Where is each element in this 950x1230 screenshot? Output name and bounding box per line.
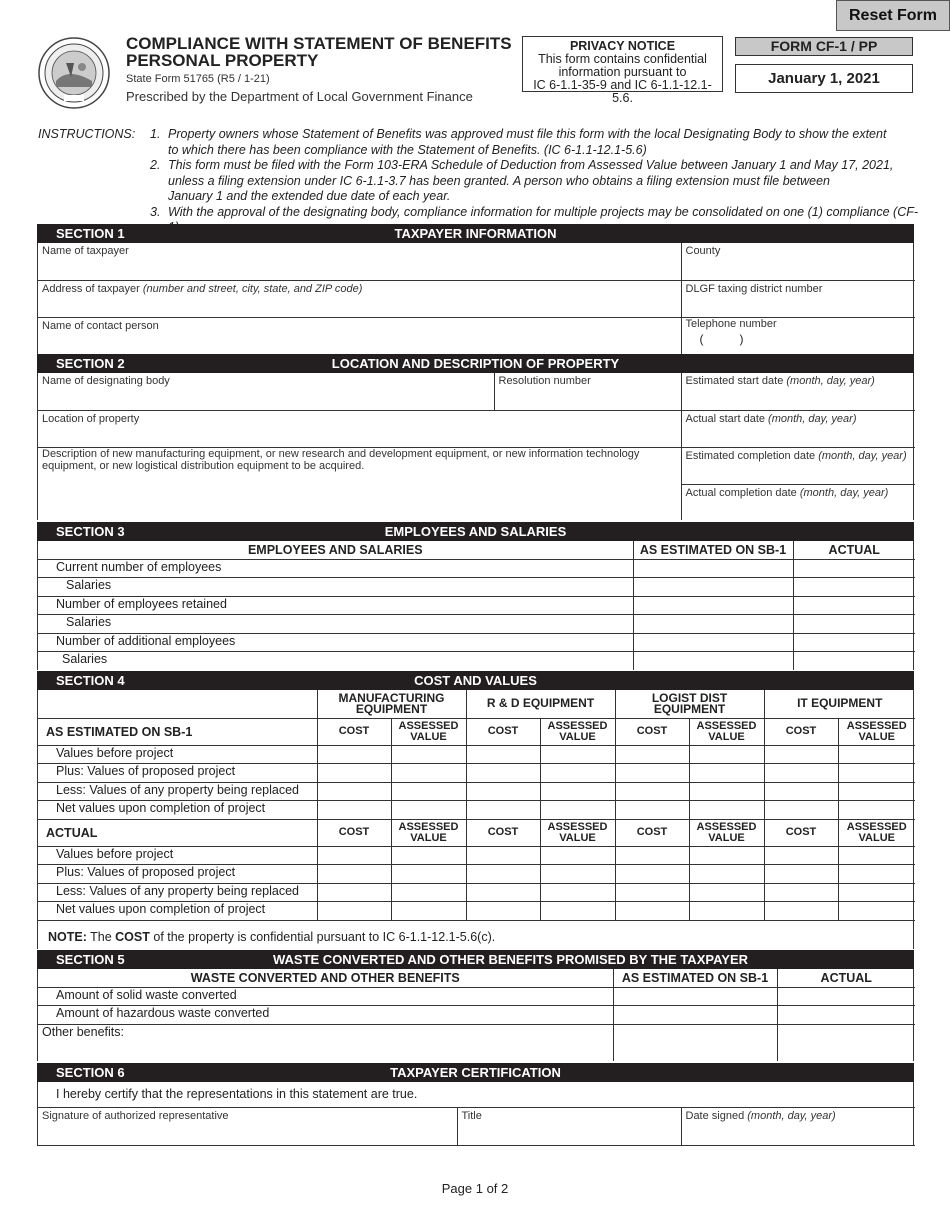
cost-header: COST xyxy=(466,819,540,846)
assessed-value-header: ASSESSED VALUE xyxy=(391,819,466,846)
table-row-label: Salaries xyxy=(38,652,633,671)
section-number: SECTION 1 xyxy=(56,226,125,241)
page-number: Page 1 of 2 xyxy=(441,1181,509,1196)
field-label: Estimated completion date (month, day, year) xyxy=(685,449,907,462)
section-5-header xyxy=(37,950,914,969)
value-cell[interactable] xyxy=(391,846,466,865)
table-row-label: Plus: Values of proposed project xyxy=(38,865,317,884)
table-row-label: Less: Values of any property being replaced xyxy=(38,782,317,801)
value-cell[interactable] xyxy=(764,764,838,783)
reset-form-button[interactable]: Reset Form xyxy=(836,0,950,31)
field-label: County xyxy=(685,245,721,257)
value-cell[interactable] xyxy=(615,883,689,902)
value-cell[interactable] xyxy=(615,902,689,921)
form-title xyxy=(126,35,526,69)
table-row-label: Current number of employees xyxy=(38,559,633,578)
state-seal-logo xyxy=(38,37,110,109)
value-cell[interactable] xyxy=(615,782,689,801)
estimated-cell[interactable] xyxy=(633,559,793,578)
field-label: Location of property xyxy=(42,412,140,425)
privacy-notice-box xyxy=(522,36,723,105)
cost-confidential-note: NOTE: The COST of the property is confidential pursuant to IC 6-1.1-12.1-5.6(c). xyxy=(48,930,496,944)
cost-header: COST xyxy=(764,718,838,745)
actual-cell[interactable] xyxy=(777,987,915,1006)
section-number: SECTION 4 xyxy=(56,673,125,688)
estimated-cell[interactable] xyxy=(633,578,793,597)
title-line-2: PERSONAL PROPERTY xyxy=(126,51,319,70)
border-line xyxy=(37,921,38,949)
table-row-label: Plus: Values of proposed project xyxy=(38,764,317,783)
cost-header: COST xyxy=(466,718,540,745)
value-cell[interactable] xyxy=(838,745,915,764)
county-field[interactable] xyxy=(681,243,915,280)
privacy-heading: PRIVACY NOTICE xyxy=(569,39,676,53)
value-cell[interactable] xyxy=(540,846,615,865)
field-label: Name of contact person xyxy=(42,319,159,332)
value-cell[interactable] xyxy=(838,883,915,902)
value-cell[interactable] xyxy=(540,764,615,783)
table-row-label: Amount of hazardous waste converted xyxy=(38,1006,613,1025)
border-line xyxy=(913,921,914,949)
value-cell[interactable] xyxy=(689,902,764,921)
actual-cell[interactable] xyxy=(793,559,915,578)
instruction-number: 1. xyxy=(150,127,161,141)
estimated-start-date-field[interactable] xyxy=(681,373,915,410)
field-label: Actual start date (month, day, year) xyxy=(685,412,857,425)
section-title: EMPLOYEES AND SALARIES xyxy=(384,524,567,539)
actual-cell[interactable] xyxy=(793,633,915,652)
field-label: Telephone number xyxy=(685,317,777,330)
value-cell[interactable] xyxy=(317,883,391,902)
value-cell[interactable] xyxy=(317,782,391,801)
value-cell[interactable] xyxy=(838,902,915,921)
assessed-value-header: ASSESSED VALUE xyxy=(540,819,615,846)
estimated-column-header: AS ESTIMATED ON SB-1 xyxy=(613,969,777,987)
assessed-value-header: ASSESSED VALUE xyxy=(838,819,915,846)
value-cell[interactable] xyxy=(391,745,466,764)
value-cell[interactable] xyxy=(689,745,764,764)
value-cell[interactable] xyxy=(764,846,838,865)
value-cell[interactable] xyxy=(540,745,615,764)
table-row-label: Less: Values of any property being replaced xyxy=(38,883,317,902)
instruction-number: 3. xyxy=(150,204,161,219)
value-cell[interactable] xyxy=(540,782,615,801)
value-cell[interactable] xyxy=(689,846,764,865)
value-cell[interactable] xyxy=(615,745,689,764)
table-row-label: Salaries xyxy=(38,615,633,634)
value-cell[interactable] xyxy=(540,865,615,884)
instruction-text xyxy=(168,158,893,205)
value-cell[interactable] xyxy=(615,764,689,783)
assessed-value-header: ASSESSED VALUE xyxy=(838,718,915,745)
section-title: TAXPAYER INFORMATION xyxy=(394,226,557,241)
value-cell[interactable] xyxy=(466,782,540,801)
value-cell[interactable] xyxy=(764,902,838,921)
actual-cell[interactable] xyxy=(777,1006,915,1025)
estimated-column-header: AS ESTIMATED ON SB-1 xyxy=(633,541,793,559)
actual-column-header: ACTUAL xyxy=(793,541,915,559)
field-label: Date signed (month, day, year) xyxy=(685,1109,836,1122)
dlgf-district-field[interactable] xyxy=(681,280,915,317)
value-cell[interactable] xyxy=(391,782,466,801)
certification-statement: I hereby certify that the representations in this statement are true. xyxy=(38,1082,915,1107)
instruction-line: unless a filing extension under IC 6-1.1-3.7 has been granted. A person who obtains a filing extension must file between xyxy=(168,173,830,188)
state-form-number: State Form 51765 (R5 / 1-21) xyxy=(126,73,270,85)
value-cell[interactable] xyxy=(764,782,838,801)
section-3-header xyxy=(37,522,914,541)
assessed-value-header: ASSESSED VALUE xyxy=(391,718,466,745)
cost-header: COST xyxy=(615,718,689,745)
value-cell[interactable] xyxy=(764,745,838,764)
value-cell[interactable] xyxy=(466,865,540,884)
employees-column-header: EMPLOYEES AND SALARIES xyxy=(38,541,633,559)
actual-completion-date-field[interactable] xyxy=(681,484,915,520)
value-cell[interactable] xyxy=(838,782,915,801)
table-row-label: Values before project xyxy=(38,745,317,764)
instruction-item xyxy=(150,127,920,158)
table-row-label: Salaries xyxy=(38,578,633,597)
estimated-cell[interactable] xyxy=(633,615,793,634)
field-label: equipment, or new logistical distribution equipment to be acquired. xyxy=(42,459,365,472)
section-4-body xyxy=(37,690,914,921)
value-cell[interactable] xyxy=(689,883,764,902)
value-cell[interactable] xyxy=(466,745,540,764)
actual-cell[interactable] xyxy=(793,596,915,615)
estimated-cell[interactable] xyxy=(633,633,793,652)
field-label: DLGF taxing district number xyxy=(685,282,823,295)
value-cell[interactable] xyxy=(391,902,466,921)
section-title: COST AND VALUES xyxy=(414,673,537,688)
table-row-label: Number of additional employees xyxy=(38,633,633,652)
instruction-line: to which there has been compliance with the Statement of Benefits. (IC 6-1.1-12.1-5.6) xyxy=(168,142,647,157)
form-id-box: FORM CF-1 / PP xyxy=(735,37,913,56)
taxpayer-name-field[interactable] xyxy=(38,243,681,280)
prescribed-by: Prescribed by the Department of Local Government Finance xyxy=(126,89,473,104)
equipment-description-field[interactable] xyxy=(38,447,681,520)
instructions-list xyxy=(150,127,920,236)
section-4-header xyxy=(37,671,914,690)
value-cell[interactable] xyxy=(391,801,466,820)
property-location-field[interactable] xyxy=(38,410,681,447)
estimated-block-label: AS ESTIMATED ON SB-1 xyxy=(38,718,317,745)
instructions-label: INSTRUCTIONS: xyxy=(38,127,136,141)
value-cell[interactable] xyxy=(689,764,764,783)
section-2-body xyxy=(37,373,914,520)
resolution-number-field[interactable] xyxy=(494,373,681,410)
value-cell[interactable] xyxy=(317,764,391,783)
it-equipment-header: IT EQUIPMENT xyxy=(764,690,915,718)
instruction-text xyxy=(168,127,886,158)
cost-header: COST xyxy=(317,819,391,846)
telephone-field[interactable] xyxy=(681,317,915,354)
section-3-body xyxy=(37,541,914,670)
value-cell[interactable] xyxy=(317,801,391,820)
value-cell[interactable] xyxy=(689,782,764,801)
value-cell[interactable] xyxy=(540,902,615,921)
value-cell[interactable] xyxy=(317,865,391,884)
assessed-value-header: ASSESSED VALUE xyxy=(689,819,764,846)
actual-column-header: ACTUAL xyxy=(777,969,915,987)
value-cell[interactable] xyxy=(838,846,915,865)
value-cell[interactable] xyxy=(764,883,838,902)
value-cell[interactable] xyxy=(391,865,466,884)
estimated-cell[interactable] xyxy=(613,1006,777,1025)
estimated-cell[interactable] xyxy=(633,652,793,671)
table-row-label: Net values upon completion of project xyxy=(38,801,317,820)
section-number: SECTION 3 xyxy=(56,524,125,539)
value-cell[interactable] xyxy=(838,865,915,884)
value-cell[interactable] xyxy=(615,846,689,865)
section-1-header xyxy=(37,224,914,243)
value-cell[interactable] xyxy=(838,801,915,820)
phone-area-code: ( ) xyxy=(699,331,744,346)
instruction-line: This form must be filed with the Form 103-ERA Schedule of Deduction from Assessed Value between January 1 and May 17, 2021, xyxy=(168,158,894,172)
section-2-header xyxy=(37,354,914,373)
logist-dist-equipment-header: LOGIST DIST EQUIPMENT xyxy=(615,690,764,718)
section-number: SECTION 5 xyxy=(56,952,125,967)
section-1-body xyxy=(37,243,914,354)
section-title: WASTE CONVERTED AND OTHER BENEFITS PROMISED BY THE TAXPAYER xyxy=(272,952,749,967)
instruction-number: 2. xyxy=(150,158,161,172)
actual-cell[interactable] xyxy=(777,1024,915,1061)
field-label: Resolution number xyxy=(498,375,591,387)
field-label: Signature of authorized representative xyxy=(42,1109,229,1122)
blank-header-cell xyxy=(38,690,317,718)
actual-cell[interactable] xyxy=(793,615,915,634)
value-cell[interactable] xyxy=(540,883,615,902)
assessed-value-header: ASSESSED VALUE xyxy=(540,718,615,745)
cost-header: COST xyxy=(764,819,838,846)
value-cell[interactable] xyxy=(317,846,391,865)
estimated-cell[interactable] xyxy=(633,596,793,615)
field-label: Estimated start date (month, day, year) xyxy=(685,375,875,387)
value-cell[interactable] xyxy=(317,745,391,764)
form-date-box: January 1, 2021 xyxy=(735,64,913,93)
value-cell[interactable] xyxy=(764,865,838,884)
value-cell[interactable] xyxy=(764,801,838,820)
instruction-line: Property owners whose Statement of Benefits was approved must file this form with the local Designating Body to show the extent xyxy=(168,127,887,141)
value-cell[interactable] xyxy=(689,801,764,820)
section-5-body xyxy=(37,969,914,1061)
privacy-line-1: This form contains confidential xyxy=(538,52,707,66)
field-label: Address of taxpayer (number and street, city, state, and ZIP code) xyxy=(42,282,363,295)
section-6-body xyxy=(37,1082,914,1146)
assessed-value-header: ASSESSED VALUE xyxy=(689,718,764,745)
table-row-label: Values before project xyxy=(38,846,317,865)
value-cell[interactable] xyxy=(466,902,540,921)
field-label: Name of taxpayer xyxy=(42,245,129,257)
taxpayer-address-field[interactable] xyxy=(38,280,681,317)
title-field[interactable] xyxy=(457,1107,681,1145)
section-6-header xyxy=(37,1063,914,1082)
value-cell[interactable] xyxy=(317,902,391,921)
actual-block-label: ACTUAL xyxy=(38,819,317,846)
value-cell[interactable] xyxy=(391,764,466,783)
manufacturing-equipment-header: MANUFACTURING EQUIPMENT xyxy=(317,690,466,718)
value-cell[interactable] xyxy=(466,846,540,865)
section-number: SECTION 6 xyxy=(56,1065,125,1080)
value-cell[interactable] xyxy=(838,764,915,783)
value-cell[interactable] xyxy=(391,883,466,902)
waste-column-header: WASTE CONVERTED AND OTHER BENEFITS xyxy=(38,969,613,987)
instruction-line: January 1 and the extended due date of each year. xyxy=(168,189,451,203)
instruction-item xyxy=(150,158,920,205)
privacy-line-3: IC 6-1.1-35-9 and IC 6-1.1-12.1-5.6. xyxy=(533,78,712,105)
cost-header: COST xyxy=(317,718,391,745)
other-benefits-field[interactable] xyxy=(38,1024,613,1061)
contact-person-field[interactable] xyxy=(38,317,681,354)
instruction-line: With the approval of the designating body, compliance information for multiple projects may be consolidated on one (1) compliance (CF- xyxy=(168,204,919,219)
signature-field[interactable] xyxy=(38,1107,457,1145)
table-row-label: Amount of solid waste converted xyxy=(38,987,613,1006)
actual-start-date-field[interactable] xyxy=(681,410,915,447)
estimated-cell[interactable] xyxy=(613,1024,777,1061)
actual-cell[interactable] xyxy=(793,652,915,671)
field-label: Name of designating body xyxy=(42,375,170,387)
table-row-label: Net values upon completion of project xyxy=(38,902,317,921)
field-label: Other benefits: xyxy=(42,1024,124,1039)
value-cell[interactable] xyxy=(540,801,615,820)
section-title: LOCATION AND DESCRIPTION OF PROPERTY xyxy=(331,356,620,371)
value-cell[interactable] xyxy=(689,865,764,884)
section-number: SECTION 2 xyxy=(56,356,125,371)
estimated-cell[interactable] xyxy=(613,987,777,1006)
estimated-completion-date-field[interactable] xyxy=(681,447,915,484)
title-line-1: COMPLIANCE WITH STATEMENT OF BENEFITS xyxy=(126,34,512,53)
value-cell[interactable] xyxy=(466,764,540,783)
cost-header: COST xyxy=(615,819,689,846)
date-signed-field[interactable] xyxy=(681,1107,915,1145)
table-row-label: Number of employees retained xyxy=(38,596,633,615)
rd-equipment-header: R & D EQUIPMENT xyxy=(466,690,615,718)
value-cell[interactable] xyxy=(615,865,689,884)
field-label: Title xyxy=(461,1109,482,1122)
field-label: Description of new manufacturing equipment, or new research and development equipment, or new information technology xyxy=(42,447,640,460)
field-label: Actual completion date (month, day, year) xyxy=(685,486,889,499)
privacy-line-2: information pursuant to xyxy=(558,65,687,79)
section-title: TAXPAYER CERTIFICATION xyxy=(390,1065,561,1080)
actual-cell[interactable] xyxy=(793,578,915,597)
value-cell[interactable] xyxy=(615,801,689,820)
value-cell[interactable] xyxy=(466,883,540,902)
value-cell[interactable] xyxy=(466,801,540,820)
designating-body-field[interactable] xyxy=(38,373,494,410)
